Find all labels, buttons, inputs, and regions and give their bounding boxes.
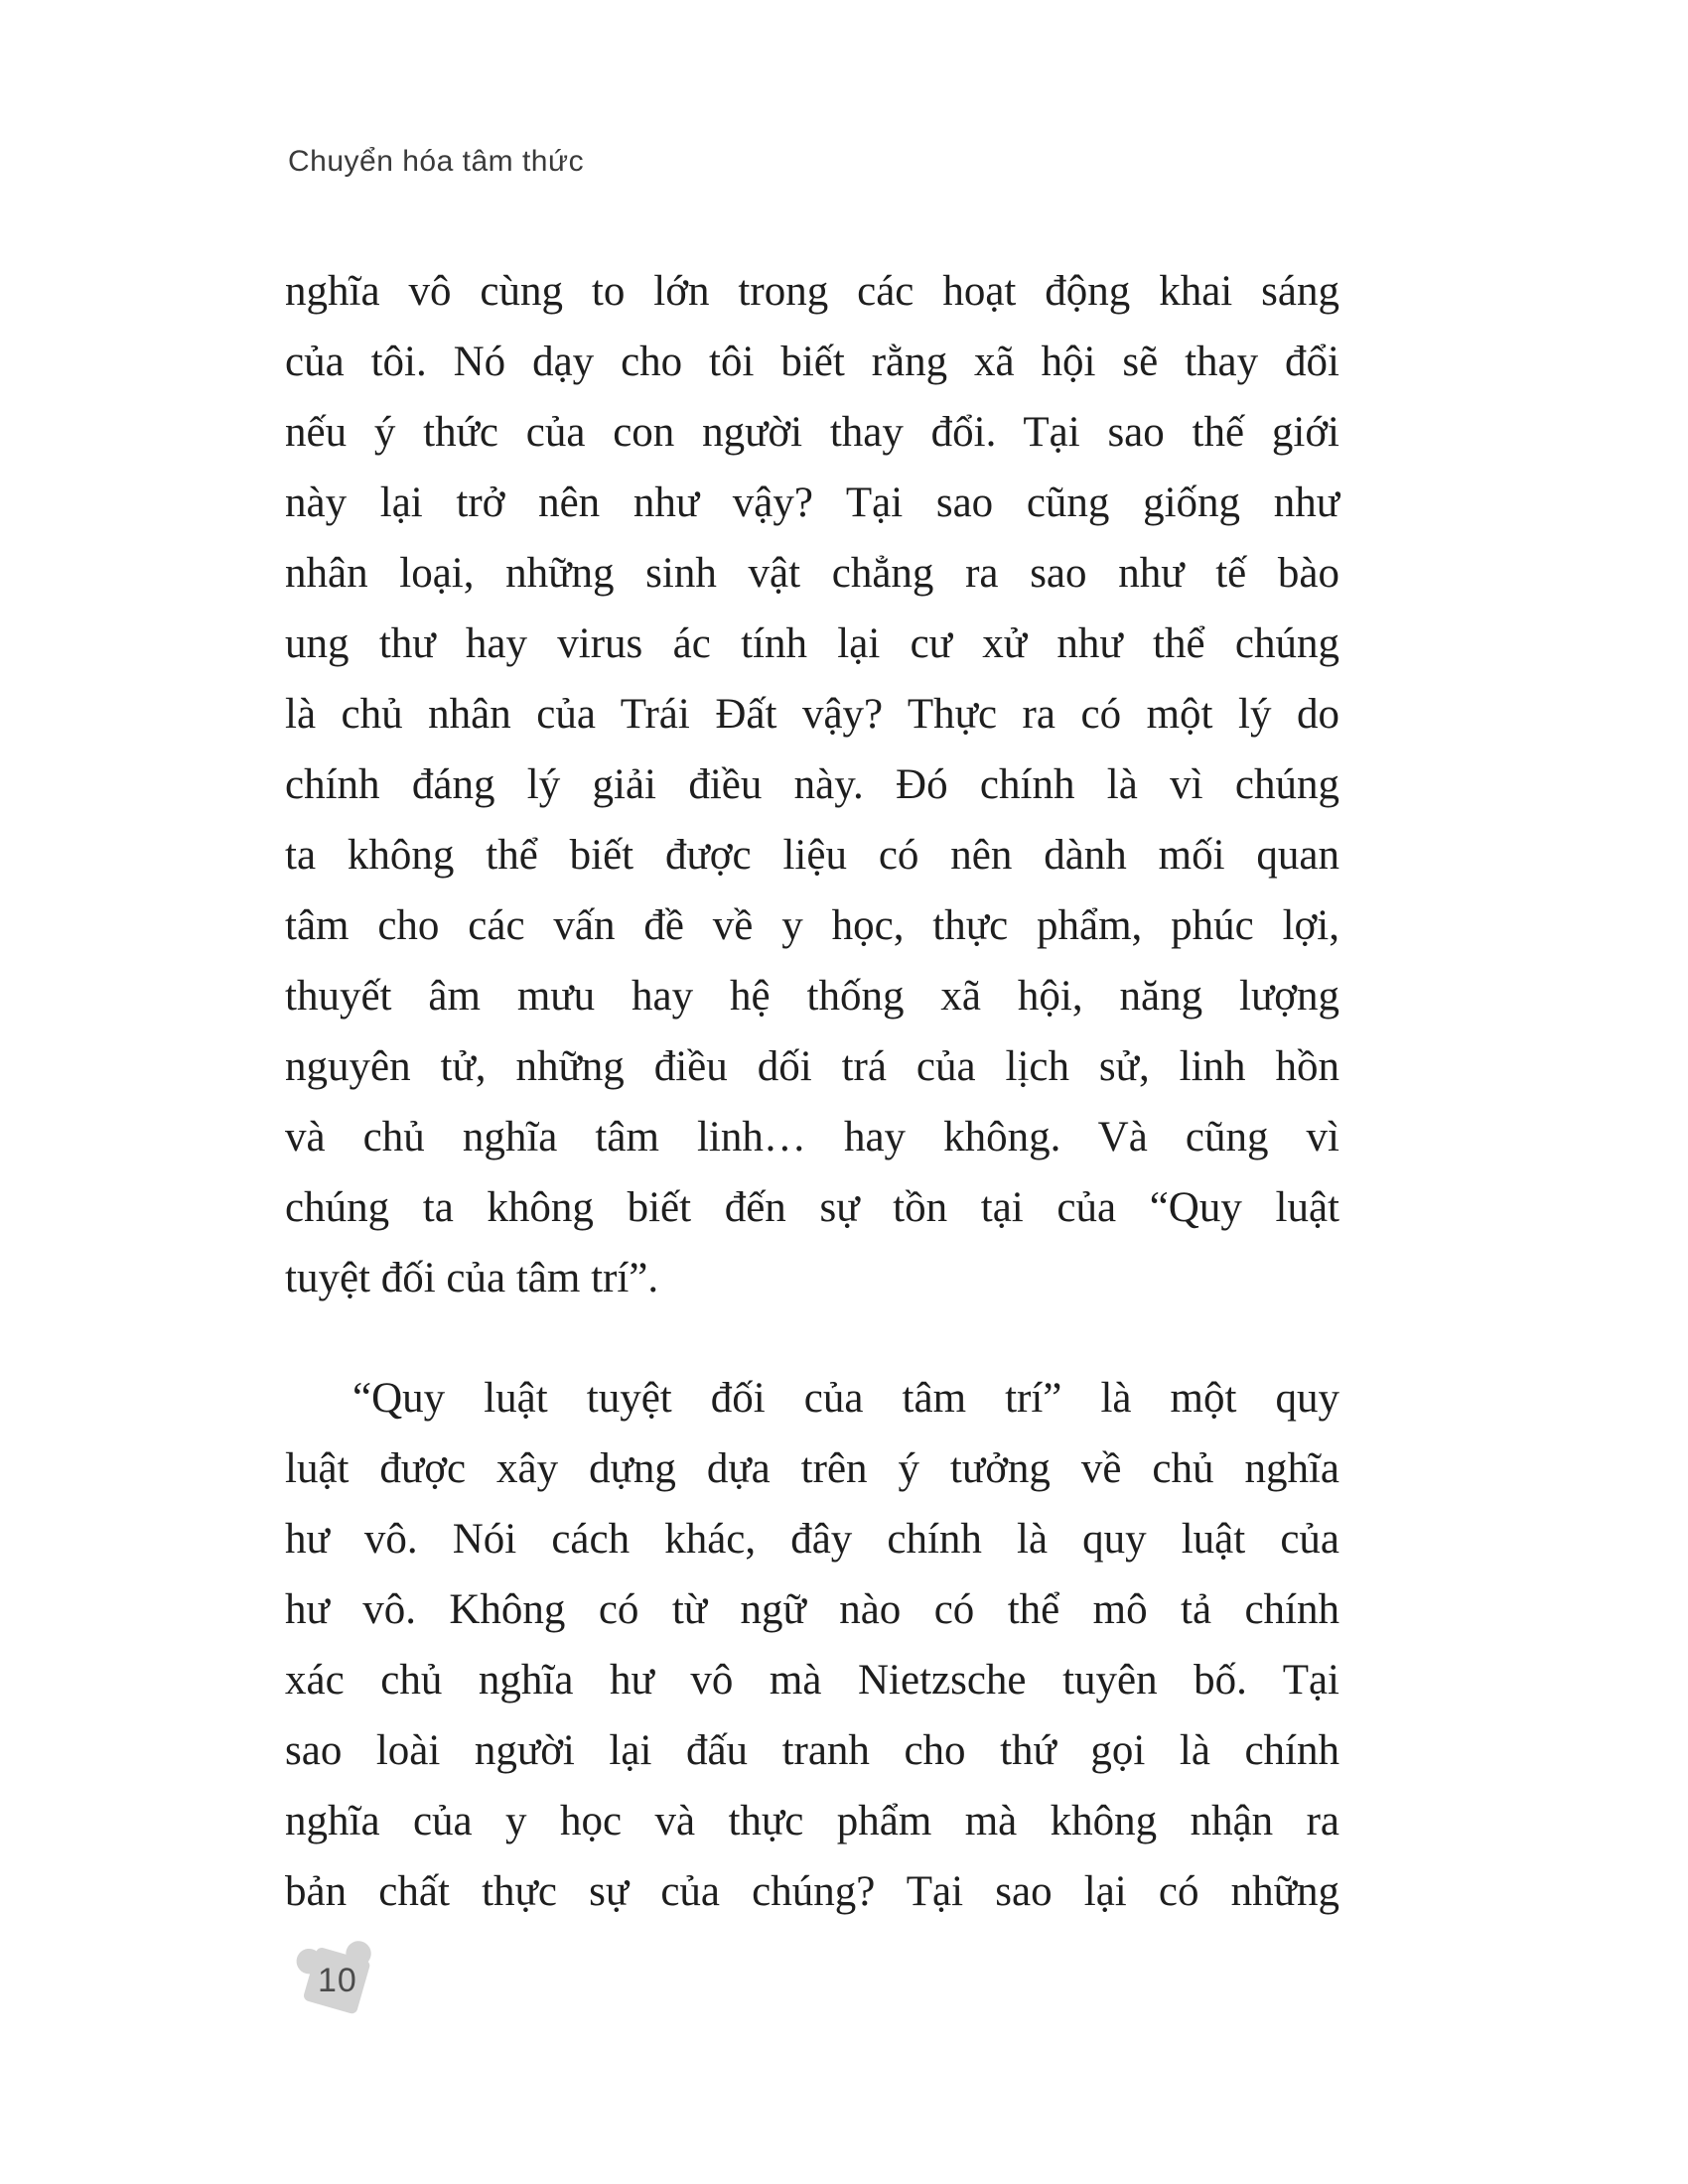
running-header: Chuyển hóa tâm thức [288,145,585,178]
text-line: này lại trở nên như vậy? Tại sao cũng giống như [285,479,1339,526]
page-number: 10 [318,1962,357,1999]
text-line: “Quy luật tuyệt đối của tâm trí” là một quy [352,1375,1339,1422]
text-line: thuyết âm mưu hay hệ thống xã hội, năng lượng [285,973,1339,1020]
text-line: bản chất thực sự của chúng? Tại sao lại có những [285,1868,1339,1915]
text-line: luật được xây dựng dựa trên ý tưởng về chủ nghĩa [285,1445,1339,1492]
text-line: của tôi. Nó dạy cho tôi biết rằng xã hội sẽ thay đổi [285,339,1339,385]
text-line: ung thư hay virus ác tính lại cư xử như thể chúng [285,620,1339,667]
text-line: tâm cho các vấn đề về y học, thực phẩm, phúc lợi, [285,902,1339,949]
text-line: nguyên tử, những điều dối trá của lịch sử, linh hồn [285,1043,1339,1090]
paragraph [285,1363,1339,1927]
text-line: chúng ta không biết đến sự tồn tại của “Quy luật [285,1184,1339,1231]
text-line: hư vô. Không có từ ngữ nào có thể mô tả chính [285,1586,1339,1633]
text-line: ta không thể biết được liệu có nên dành mối quan [285,832,1339,879]
text-line: sao loài người lại đấu tranh cho thứ gọi là chính [285,1727,1339,1774]
text-line: chính đáng lý giải điều này. Đó chính là vì chúng [285,761,1339,808]
text-line: tuyệt đối của tâm trí”. [285,1255,659,1301]
text-line: và chủ nghĩa tâm linh… hay không. Và cũng vì [285,1114,1339,1160]
text-line: xác chủ nghĩa hư vô mà Nietzsche tuyên bố. Tại [285,1657,1339,1704]
text-line: nghĩa vô cùng to lớn trong các hoạt động khai sáng [285,268,1339,315]
text-line: nếu ý thức của con người thay đổi. Tại sao thế giới [285,409,1339,456]
text-line: hư vô. Nói cách khác, đây chính là quy luật của [285,1516,1339,1563]
body-text [285,256,1339,1927]
paragraph [285,256,1339,1313]
text-line: nhân loại, những sinh vật chẳng ra sao như tế bào [285,550,1339,597]
text-line: là chủ nhân của Trái Đất vậy? Thực ra có một lý do [285,691,1339,738]
text-line: nghĩa của y học và thực phẩm mà không nhận ra [285,1798,1339,1844]
